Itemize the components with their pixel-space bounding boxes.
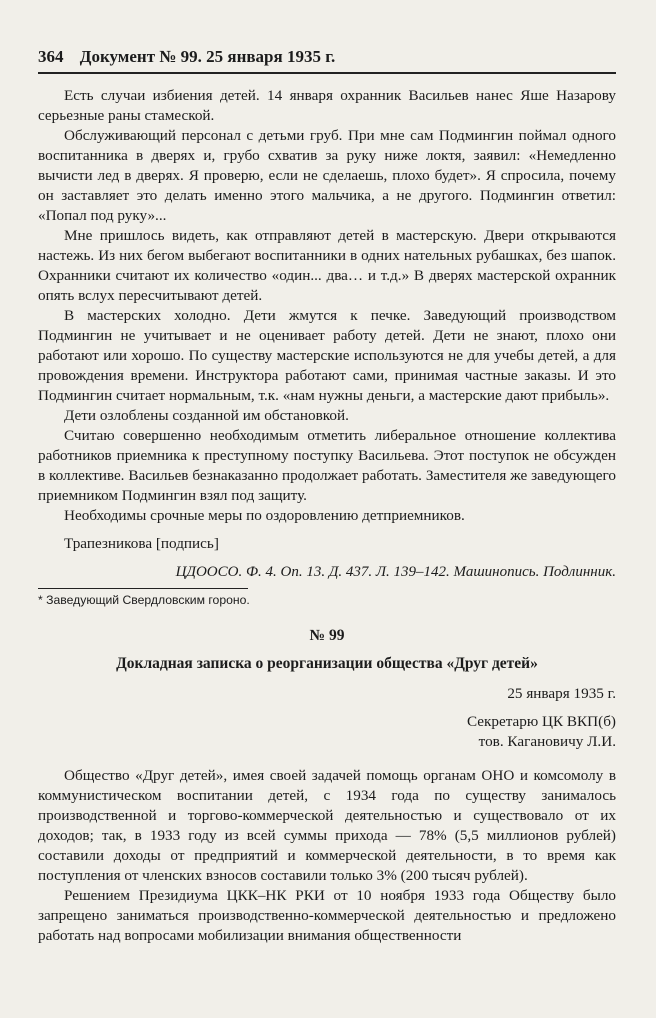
letter-body <box>38 86 616 526</box>
paragraph: Решением Президиума ЦКК–НК РКИ от 10 ноября 1933 года Обществу было запрещено заниматься производственно-коммерческой деятельностью и предложено работать над вопросами мобилизации внимания общественности <box>38 887 616 944</box>
document-title: Докладная записка о реорганизации общества «Друг детей» <box>116 655 538 672</box>
page-header <box>38 46 616 74</box>
paragraph: Есть случаи избиения детей. 14 января охранник Васильев нанес Яше Назарову серьезные раны стамеской. <box>38 87 616 124</box>
footnote-divider <box>38 588 248 589</box>
document-date: 25 января 1935 г. <box>507 685 616 702</box>
document-page <box>38 46 616 946</box>
signature: Трапезникова [подпись] <box>64 535 219 552</box>
paragraph: Необходимы срочные меры по оздоровлению детприемников. <box>64 507 465 524</box>
report-body <box>38 766 616 946</box>
paragraph: Общество «Друг детей», имея своей задачей помощь органам ОНО и комсомолу в коммунистическом воспитании детей, с 1934 года по существу занималось производственной и торгово-коммерческой деятельностью и существовало от их доходов; так, в 1933 году из всей суммы прихода — 78% (5,5 миллионов рублей) составили доходы от предприятий и коммерческой деятельности, в то время как поступления от членских взносов составили только 3% (200 тысяч рублей). <box>38 767 616 884</box>
paragraph: Считаю совершенно необходимым отметить либеральное отношение коллектива работников приемника к преступному поступку Васильева. Этот поступок не обсужден в коллективе. Васильев безнаказанно продолжает работать. Заместителя же заведующего приемником Подмингин взял под защиту. <box>38 427 616 504</box>
paragraph: В мастерских холодно. Дети жмутся к печке. Заведующий производством Подмингин не учитывает и не оценивает работу детей. Дети не знают, плохо они работают или хорошо. По существу мастерские используются не для учебы детей, а для провождения времени. Инструктора работают сами, принимая частные заказы. И это Подмингин считает нормальным, т.к. «нам нужны деньги, а мастерские дают прибыль». <box>38 307 616 404</box>
archive-source: ЦДООСО. Ф. 4. Оп. 13. Д. 437. Л. 139–142. Машинопись. Подлинник. <box>175 564 616 580</box>
addressee-line: тов. Кагановичу Л.И. <box>478 733 616 750</box>
running-title: Документ № 99. 25 января 1935 г. <box>79 47 336 66</box>
paragraph: Дети озлоблены созданной им обстановкой. <box>64 407 349 424</box>
addressee-line: Секретарю ЦК ВКП(б) <box>466 713 616 730</box>
footnote: * Заведующий Свердловским гороно. <box>38 593 250 607</box>
page-number: 364 <box>38 47 64 66</box>
paragraph: Обслуживающий персонал с детьми груб. При мне сам Подмингин поймал одного воспитанника в дверях и, грубо схватив за руку ниже локтя, заявил: «Немедленно вычисти лед в дверях. Я проверю, если не сделаешь, плохо будет». Я спросила, почему он заставляет это делать именно этого мальчика, а не другого. Подмингин ответил: «Попал под руку»... <box>38 127 616 224</box>
document-number: № 99 <box>309 627 345 644</box>
paragraph: Мне пришлось видеть, как отправляют детей в мастерскую. Двери открываются настежь. Из них бегом выбегают воспитанники в одних нательных рубашках, без шапок. Охранники считают их количество «один... два… и т.д.» В дверях мастерской охранник опять вслух пересчитывают детей. <box>38 227 616 304</box>
